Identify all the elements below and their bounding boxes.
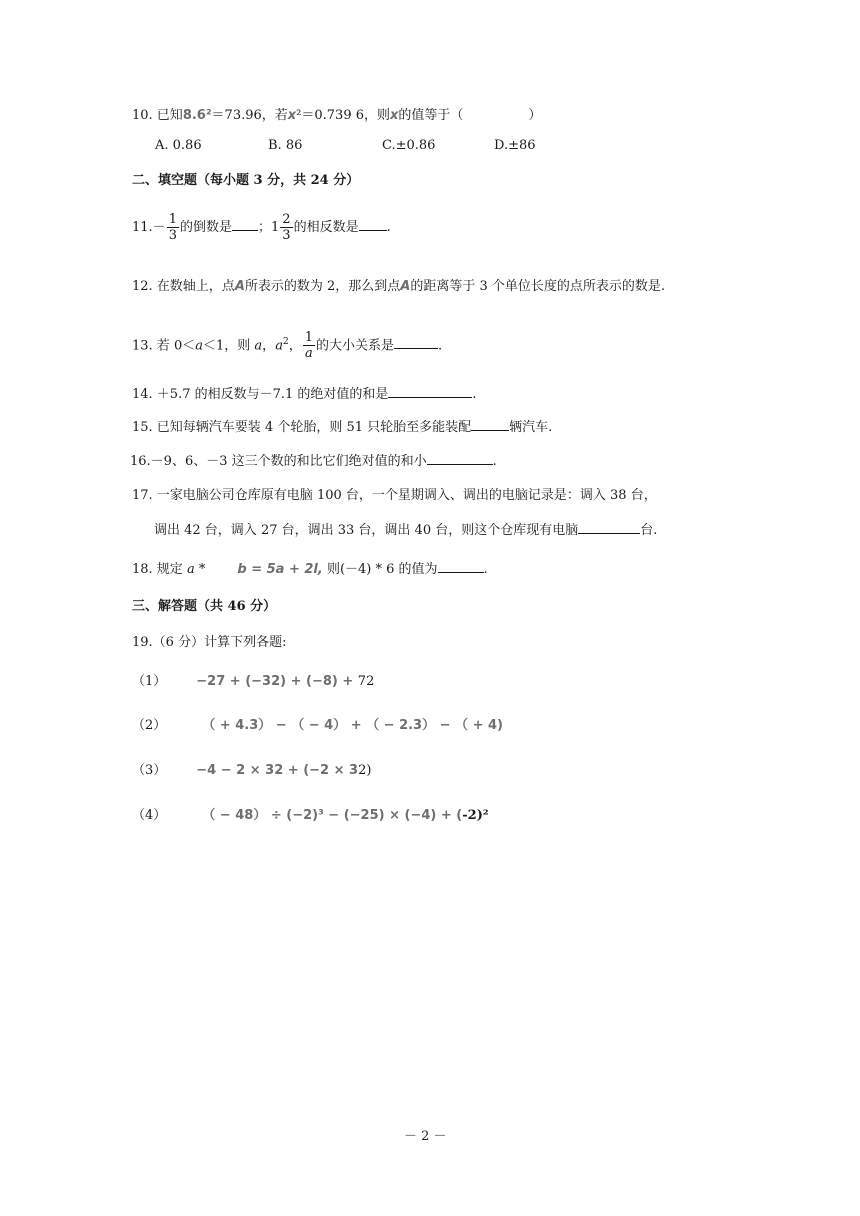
question-10: 10. 已知8.6²＝73.96，若x²＝0.739 6，则x的值等于（ ） xyxy=(132,108,542,123)
q10-option-a: A. 0.86 xyxy=(155,138,202,153)
question-16: 16.－9、6、－3 这三个数的和比它们绝对值的和小 . xyxy=(130,454,497,469)
q10-option-c: C.±0.86 xyxy=(382,138,436,153)
q19-item-1: （1） −27 + (−32) + (−8) + 72 xyxy=(132,674,375,689)
given-value: 8.6² xyxy=(182,108,212,123)
q19-item-2: （2） （ + 4.3） − （ − 4） + （ − 2.3） − （ + 4) xyxy=(132,718,503,733)
answer-blank[interactable] xyxy=(427,452,493,465)
section-2-heading: 二、填空题（每小题 3 分，共 24 分） xyxy=(132,173,360,188)
q10-option-d: D.±86 xyxy=(494,138,536,153)
q10-option-b: B. 86 xyxy=(268,138,303,153)
q19-item-3: （3） −4 − 2 × 32 + (−2 × 32) xyxy=(132,763,372,778)
question-17-line-1: 17. 一家电脑公司仓库原有电脑 100 台，一个星期调入、调出的电脑记录是：调入 38 台， xyxy=(132,488,657,503)
answer-blank[interactable] xyxy=(359,218,387,231)
question-11: 11.－ $\frac{1}{3}$ 的倒数是 ；1 $\frac{2}{3}$ 的相反数是 . xyxy=(132,212,391,243)
question-17-line-2: 调出 42 台，调入 27 台，调出 33 台，调出 40 台，则这个仓库现有电脑 台. xyxy=(154,523,658,538)
question-14: 14. ＋5.7 的相反数与－7.1 的绝对值的和是 . xyxy=(132,387,477,402)
answer-blank[interactable] xyxy=(578,521,640,534)
page-number: － 2 － xyxy=(404,1129,447,1144)
answer-blank[interactable] xyxy=(394,336,438,349)
question-12: 12. 在数轴上，点A所表示的数为 2，那么到点A的距离等于 3 个单位长度的点所表示的数是. xyxy=(132,279,666,294)
question-19-stem: 19.（6 分）计算下列各题: xyxy=(132,635,287,650)
answer-blank[interactable] xyxy=(232,218,258,231)
question-15: 15. 已知每辆汽车要装 4 个轮胎，则 51 只轮胎至多能装配 辆汽车. xyxy=(132,420,553,435)
answer-blank[interactable] xyxy=(388,385,472,398)
question-18: 18. 规定 a * b = 5a + 2l, 则(－4) * 6 的值为 . xyxy=(132,562,488,577)
fraction-one-over-a: $\frac{1}{a}$ xyxy=(304,330,313,362)
fraction-one-third: $\frac{1}{3}$ xyxy=(168,212,177,243)
answer-blank[interactable] xyxy=(438,560,484,573)
answer-blank[interactable] xyxy=(471,418,509,431)
q19-item-4: （4） （ − 48） ÷ (−2)³ − (−25) × (−4) + (-2)² xyxy=(132,808,489,823)
operation-formula: b = 5a + 2l, xyxy=(237,562,323,577)
question-13: 13. 若 0＜a＜1，则 a，$a^2$， $\frac{1}{a}$ 的大小关系是 . xyxy=(132,330,443,362)
section-3-heading: 三、解答题（共 46 分） xyxy=(132,599,277,614)
fraction-two-thirds: $\frac{2}{3}$ xyxy=(282,212,291,243)
